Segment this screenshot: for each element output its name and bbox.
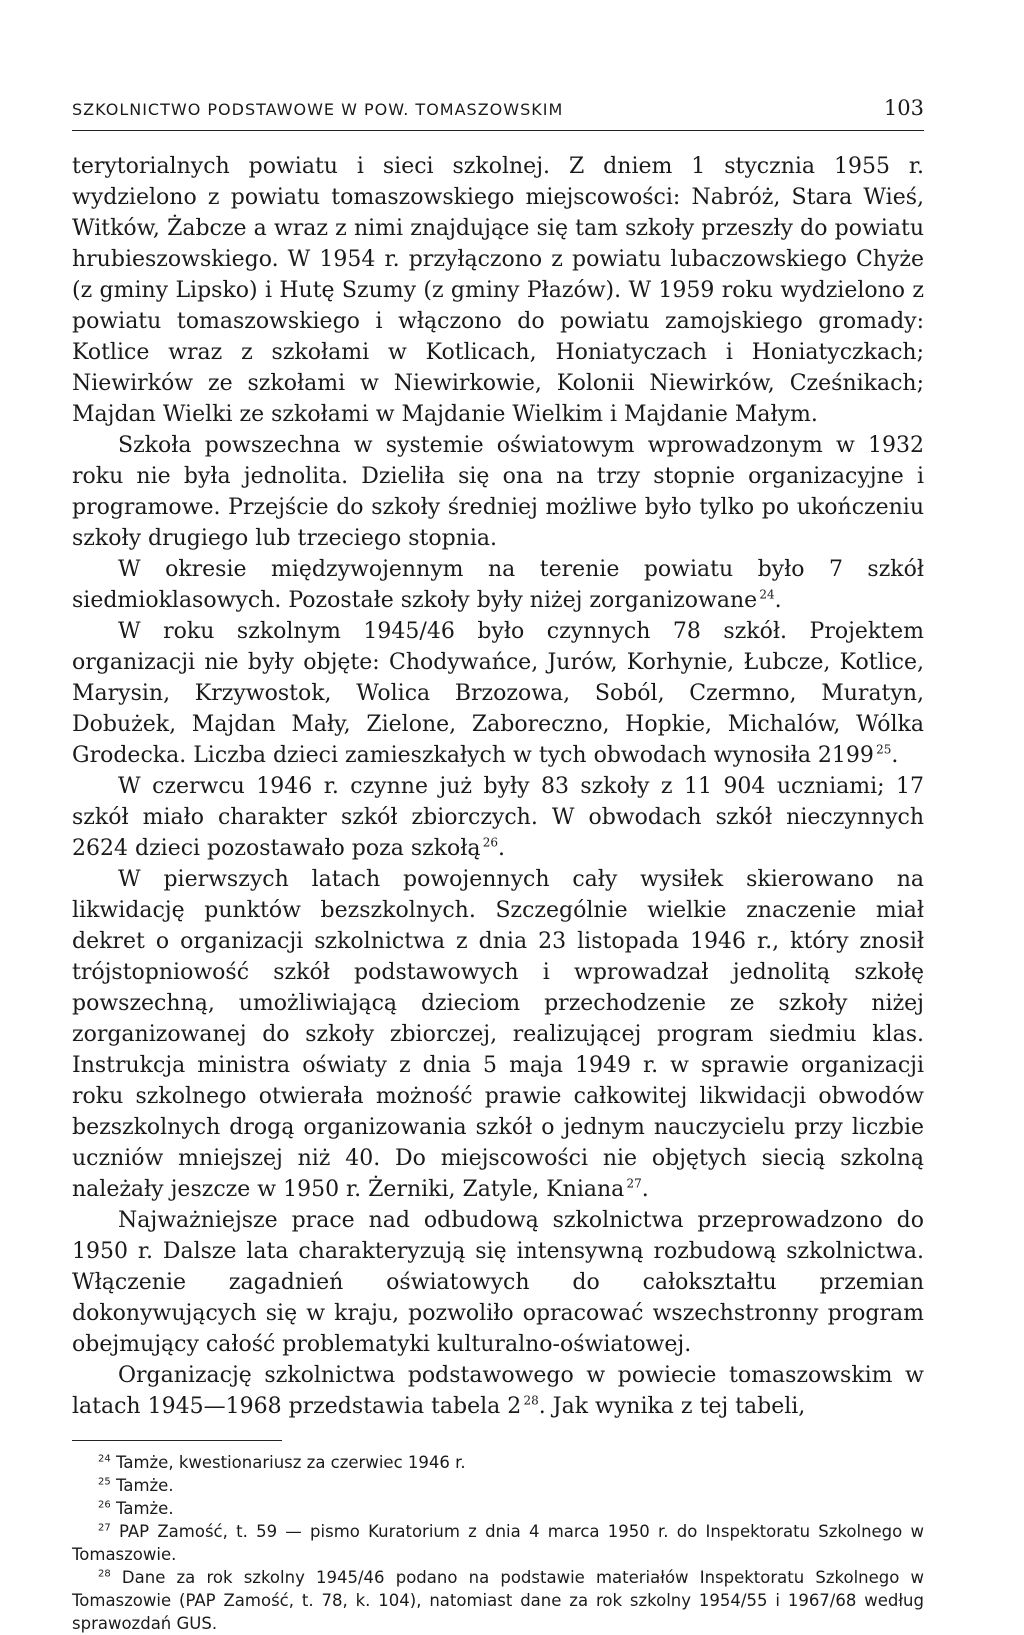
paragraph-text: W pierwszych latach powojennych cały wysiłek skierowano na likwidację punktów bezszkolnych. Szczególnie wielkie znaczenie miał dekret o organizacji szkolnictwa z dnia 23 listopada 1946 r., który znosił trójstopniowość szkół podstawowych i wprowadzał jednolitą szkołę powszechną, umożliwiającą dzieciom przechodzenie ze szkoły niżej zorganizowanej do szkoły zbiorczej, realizującej program siedmiu klas. Instrukcja ministra oświaty z dnia 5 maja 1949 r. w sprawie organizacji roku szkolnego otwierała możność prawie całkowitej likwidacji obwodów bezszkolnych drogą organizowania szkół o jednym nauczycielu przy liczbie uczniów mniejszej niż 40. Do miejscowości nie objętych siecią szkolną należały jeszcze w 1950 r. Żerniki, Zatyle, Kniana [72, 867, 924, 1202]
paragraph-text-tail: . [498, 836, 506, 861]
paragraph-text-tail: . [891, 743, 899, 768]
footnote-number: 24 [98, 1453, 111, 1465]
footnote-number: 25 [98, 1476, 111, 1488]
page-number: 103 [883, 96, 924, 120]
footnote-ref[interactable]: 28 [523, 1393, 539, 1408]
paragraph-text: W roku szkolnym 1945/46 było czynnych 78 szkół. Projektem organizacji nie były objęte: Chodywańce, Jurów, Korhynie, Łubcze, Kotlice, Marysin, Krzywostok, Wolica Brzozowa, Soból, Czermno, Muratyn, Dobużek, Majdan Mały, Zielone, Zaboreczno, Hopkie, Michalów, Wólka Grodecka. Liczba dzieci zamieszkałych w tych obwodach wynosiła 2199 [72, 619, 924, 768]
paragraph-text-tail: . [641, 1177, 649, 1202]
footnote-ref[interactable]: 25 [876, 742, 892, 757]
footnotes [72, 1451, 924, 1635]
paragraph-6 [72, 864, 924, 1205]
footnote-ref[interactable]: 26 [482, 835, 499, 850]
footnote-25 [72, 1474, 924, 1497]
paragraph-1 [72, 151, 924, 430]
body-text [72, 151, 924, 1422]
footnote-24 [72, 1451, 924, 1474]
running-head-title: SZKOLNICTWO PODSTAWOWE W POW. TOMASZOWSKIM [72, 100, 564, 119]
footnote-text: PAP Zamość, t. 59 — pismo Kuratorium z dnia 4 marca 1950 r. do Inspektoratu Szkolnego w Tomaszowie. [72, 1522, 924, 1564]
paragraph-text: W czerwcu 1946 r. czynne już były 83 szkoły z 11 904 uczniami; 17 szkół miało charakter szkół zbiorczych. W obwodach szkół nieczynnych 2624 dzieci pozostawało poza szkołą [72, 774, 924, 861]
footnote-number: 26 [98, 1499, 111, 1511]
footnote-ref[interactable]: 27 [626, 1176, 642, 1191]
footnote-text: Tamże. [115, 1476, 174, 1495]
paragraph-text-tail: . Jak wynika z tej tabeli, [538, 1394, 806, 1419]
footnote-divider [72, 1440, 282, 1441]
paragraph-2 [72, 430, 924, 554]
paragraph-text: Najważniejsze prace nad odbudową szkolnictwa przeprowadzono do 1950 r. Dalsze lata charakteryzują się intensywną rozbudową szkolnictwa. Włączenie zagadnień oświatowych do całokształtu przemian dokonywujących się w kraju, pozwoliło opracować wszechstronny program obejmujący całość problematyki kulturalno-oświatowej. [72, 1208, 924, 1357]
paragraph-8 [72, 1360, 924, 1422]
paragraph-4 [72, 616, 924, 771]
footnote-26 [72, 1497, 924, 1520]
footnote-28 [72, 1566, 924, 1635]
footnote-number: 28 [98, 1568, 111, 1580]
paragraph-7 [72, 1205, 924, 1360]
paragraph-3 [72, 554, 924, 616]
paragraph-text: Szkoła powszechna w systemie oświatowym wprowadzonym w 1932 roku nie była jednolita. Dzieliła się ona na trzy stopnie organizacyjne i programowe. Przejście do szkoły średniej możliwe było tylko po ukończeniu szkoły drugiego lub trzeciego stopnia. [72, 433, 924, 551]
footnote-text: Tamże. [115, 1499, 174, 1518]
footnote-ref[interactable]: 24 [759, 587, 775, 602]
paragraph-5 [72, 771, 924, 864]
paragraph-text: Organizację szkolnictwa podstawowego w powiecie tomaszowskim w latach 1945—1968 przedstawia tabela 2 [72, 1363, 924, 1419]
paragraph-text-tail: . [774, 588, 782, 613]
paragraph-text: terytorialnych powiatu i sieci szkolnej. Z dniem 1 stycznia 1955 r. wydzielono z powiatu tomaszowskiego miejscowości: Nabróż, Stara Wieś, Witków, Żabcze a wraz z nimi znajdujące się tam szkoły przeszły do powiatu hrubieszowskiego. W 1954 r. przyłączono z powiatu lubaczowskiego Chyże (z gminy Lipsko) i Hutę Szumy (z gminy Płazów). W 1959 roku wydzielono z powiatu tomaszowskiego i włączono do powiatu zamojskiego gromady: Kotlice wraz z szkołami w Kotlicach, Honiatyczach i Honiatyczkach; Niewirków ze szkołami w Niewirkowie, Kolonii Niewirków, Cześnikach; Majdan Wielki ze szkołami w Majdanie Wielkim i Majdanie Małym. [72, 154, 924, 427]
footnote-text: Dane za rok szkolny 1945/46 podano na podstawie materiałów Inspektoratu Szkolnego w Tomaszowie (PAP Zamość, t. 78, k. 104), natomiast dane za rok szkolny 1954/55 i 1967/68 według sprawozdań GUS. [72, 1568, 924, 1633]
running-head [72, 96, 924, 131]
footnote-number: 27 [98, 1522, 111, 1534]
book-page [72, 96, 924, 1635]
footnote-27 [72, 1520, 924, 1566]
footnote-text: Tamże, kwestionariusz za czerwiec 1946 r. [115, 1453, 466, 1472]
paragraph-text: W okresie międzywojennym na terenie powiatu było 7 szkół siedmioklasowych. Pozostałe szkoły były niżej zorganizowane [72, 557, 924, 613]
